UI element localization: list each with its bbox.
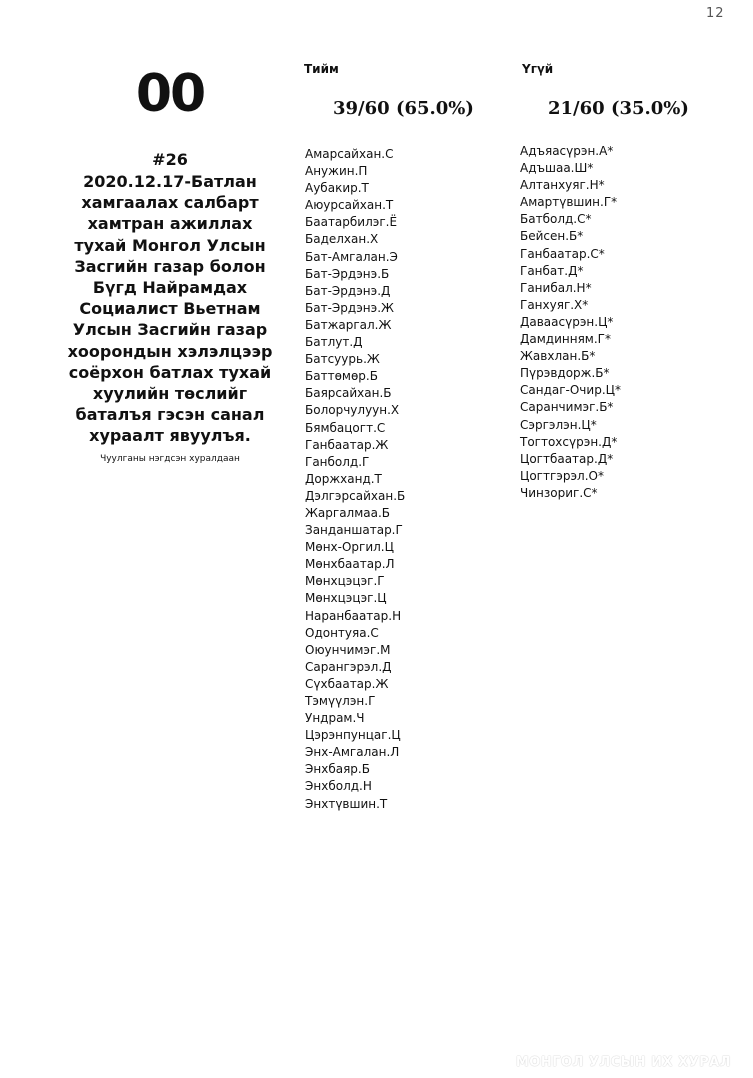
yes-column-header: Тийм (304, 62, 339, 76)
voter-name: Баделхан.Х (305, 232, 379, 247)
voter-name: Амартүвшин.Г* (520, 195, 618, 210)
voter-name: Адъяасүрэн.А* (520, 144, 614, 158)
voter-name: Батлут.Д (305, 335, 363, 350)
voter-name: Ундрам.Ч (305, 711, 365, 726)
voter-name: Занданшатар.Г (305, 523, 403, 538)
voter-name: Болорчулуун.Х (305, 403, 400, 418)
voter-name: Мөнхцэцэг.Ц (305, 591, 387, 606)
voter-name: Алтанхуяг.Н* (520, 178, 605, 193)
voter-name: Бат-Амгалан.Э (305, 249, 398, 264)
voter-name: Бат-Эрдэнэ.Б (305, 266, 390, 281)
yes-vote-total: 39/60 (65.0%) (333, 98, 474, 119)
voter-name: Мөнхбаатар.Л (305, 557, 395, 572)
voter-name: Ганбат.Д* (520, 263, 584, 278)
voter-name: Бейсен.Б* (520, 229, 584, 244)
yes-voter-list (305, 146, 405, 813)
voter-name: Энх-Амгалан.Л (305, 745, 400, 760)
session-label: Чуулганы нэгдсэн хуралдаан (100, 453, 240, 464)
no-vote-total: 21/60 (35.0%) (548, 98, 689, 119)
voter-name: Батболд.С* (520, 212, 592, 227)
no-column-header: Үгүй (522, 62, 554, 76)
voter-name: Даваасүрэн.Ц* (520, 314, 614, 329)
voter-name: Ганхуяг.Х* (520, 297, 589, 312)
voter-name: Амарсайхан.С (305, 147, 394, 161)
voter-name: Мөнхцэцэг.Г (305, 574, 385, 589)
voter-name: Анужин.П (305, 164, 368, 179)
voter-name: Чинзориг.С* (520, 485, 598, 500)
voter-name: Баттөмөр.Б (305, 369, 378, 384)
motion-title: 2020.12.17-Батлан хамгаалах салбарт хамтран ажиллах тухай Монгол Улсын Засгийн газар болон Бүгд Найрамдах Социалист Вьетнам Улсын Засгийн газар хоорондын хэлэлцээр соёрхон батлах тухай хуулийн төслийг баталъя гэсэн санал хураалт явуулъя. (67, 172, 273, 446)
voter-name: Жаргалмаа.Б (305, 505, 391, 520)
voter-name: Батжаргал.Ж (305, 317, 392, 332)
voter-name: Саранчимэг.Б* (520, 400, 614, 415)
voter-name: Бат-Эрдэнэ.Ж (305, 300, 394, 315)
voter-name: Бямбацогт.С (305, 420, 386, 435)
voter-name: Цогтбаатар.Д* (520, 451, 614, 466)
voter-name: Бат-Эрдэнэ.Д (305, 283, 391, 298)
voter-name: Сэргэлэн.Ц* (520, 417, 597, 432)
motion-block (62, 150, 278, 465)
voter-name: Аюурсайхан.Т (305, 198, 394, 213)
voter-name: Энхтүвшин.Т (305, 796, 388, 811)
motion-number: #26 (152, 150, 188, 169)
parliament-watermark: МОНГОЛ УЛСЫН ИХ ХУРАЛ (515, 1055, 731, 1070)
voter-name: Ганболд.Г (305, 454, 370, 469)
voter-name: Пүрэвдорж.Б* (520, 366, 610, 381)
voter-name: Тогтохсүрэн.Д* (520, 434, 618, 449)
voter-name: Сарангэрэл.Д (305, 659, 392, 674)
voter-name: Мөнх-Оргил.Ц (305, 540, 394, 555)
page-number: 12 (706, 6, 725, 21)
voter-name: Аубакир.Т (305, 181, 369, 196)
voter-name: Дамдинням.Г* (520, 332, 611, 347)
voter-name: Энхболд.Н (305, 779, 372, 794)
voter-name: Энхбаяр.Б (305, 762, 370, 777)
voter-name: Наранбаатар.Н (305, 608, 402, 623)
vote-code: 00 (135, 64, 205, 124)
voter-name: Ганбаатар.Ж (305, 437, 389, 452)
voter-name: Сандаг-Очир.Ц* (520, 383, 621, 398)
voter-name: Цэрэнпунцаг.Ц (305, 728, 401, 743)
voter-name: Тэмүүлэн.Г (305, 694, 376, 708)
voter-name: Доржханд.Т (305, 471, 382, 486)
voter-name: Баярсайхан.Б (305, 386, 392, 401)
voter-name: Адъшаа.Ш* (520, 161, 594, 176)
voter-name: Ганбаатар.С* (520, 246, 605, 261)
voter-name: Цогтгэрэл.О* (520, 468, 604, 483)
voter-name: Оюунчимэг.М (305, 642, 391, 657)
voter-name: Одонтуяа.С (305, 625, 379, 640)
voter-name: Дэлгэрсайхан.Б (305, 488, 406, 503)
voter-name: Сүхбаатар.Ж (305, 676, 389, 691)
no-voter-list (520, 143, 621, 502)
voter-name: Ганибал.Н* (520, 280, 592, 295)
voter-name: Жавхлан.Б* (520, 349, 596, 364)
voter-name: Баатарбилэг.Ё (305, 215, 398, 230)
voter-name: Батсуурь.Ж (305, 352, 380, 367)
